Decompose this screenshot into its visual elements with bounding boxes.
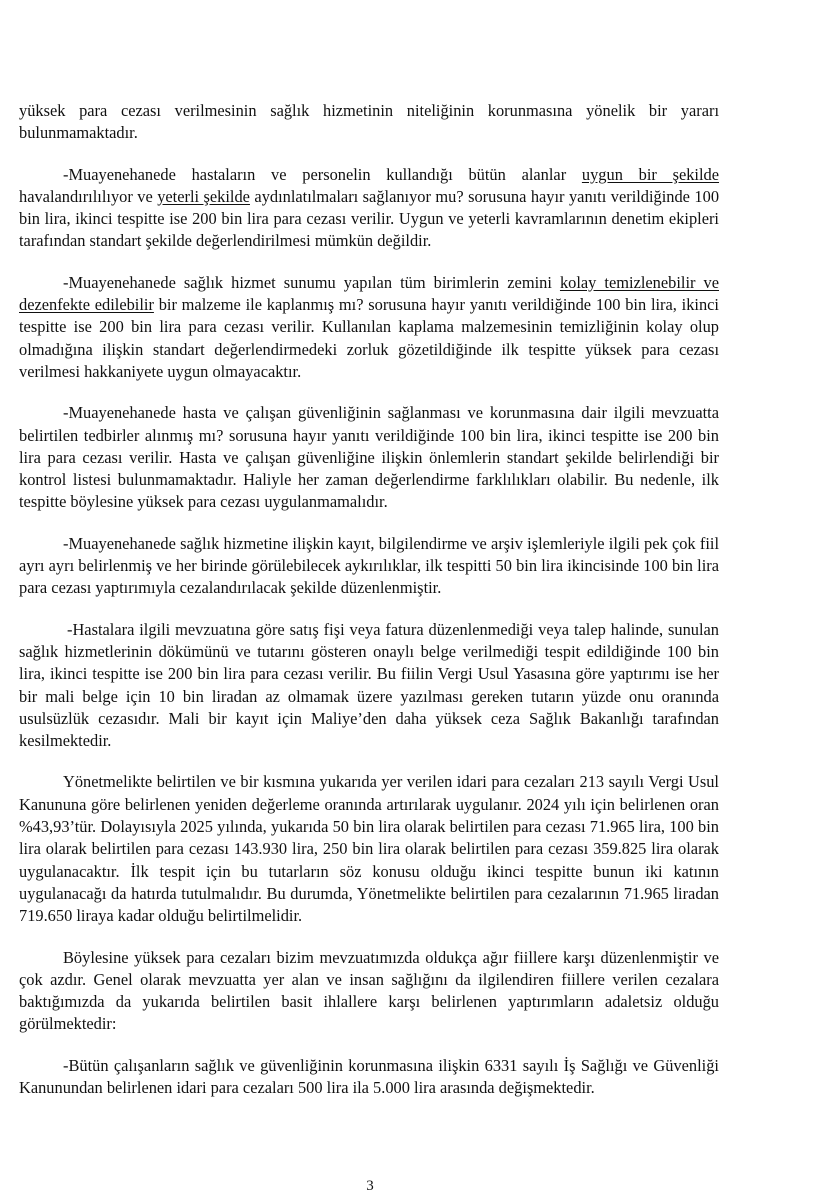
paragraph-5: [19, 533, 719, 600]
paragraph-4-text: -Muayenehanede hasta ve çalışan güvenliğinin sağlanması ve korunmasına dair ilgili mevzuatta belirtilen tedbirler alınmış mı? sorusuna hayır yanıtı verildiğinde 100 bin lira, ikinci tespitte ise 200 bin lira para cezası verilir. Hasta ve çalışan güvenliğine ilişkin önlemlerin standart şekilde belirlendiği bir kontrol listesi bulunmamaktadır. Haliyle her zaman değerlendirme farklılıkları olabilir. Bu nedenle, ilk tespitte böylesine yüksek para cezası uygulanmamalıdır.: [19, 403, 719, 512]
paragraph-3-text-b: bir malzeme ile kaplanmış mı? sorusuna hayır yanıtı verildiğinde 100 bin lira, ikinci tespitte ise 200 bin lira para cezası verilir. Kullanılan kaplama malzemesinin temizliğinin kolay olup olmadığına ilişkin standart değerlendirmedeki zorluk gözetildiğinde ilk tespitte yüksek para cezası verilmesi hakkaniyete uygun olmayacaktır.: [19, 295, 719, 381]
paragraph-1-text: yüksek para cezası verilmesinin sağlık hizmetinin niteliğinin korunmasına yönelik bir yararı bulunmamaktadır.: [19, 101, 719, 143]
paragraph-8: [19, 947, 719, 1036]
paragraph-2: [19, 164, 719, 253]
paragraph-3-underlined: kolay temizlenebilir ve dezenfekte edilebilir: [19, 272, 719, 315]
paragraph-7-text: Yönetmelikte belirtilen ve bir kısmına yukarıda yer verilen idari para cezaları 213 sayılı Vergi Usul Kanununa göre belirlenen yeniden değerleme oranında artırılarak uygulanır. 2024 yılı için belirlenen oran %43,93’tür. Dolayısıyla 2025 yılında, yukarıda 50 bin lira olarak belirtilen para cezası 71.965 lira, 100 bin lira olarak belirtilen para cezası 143.930 lira, 250 bin lira olarak belirtilen para cezası 359.825 lira olarak uygulanacaktır. İlk tespit için bu tutarların söz konusu olduğu ikinci tespitte bunun iki katının uygulanacağı da hatırda tutulmalıdır. Bu durumda, Yönetmelikte belirtilen para cezalarının 71.965 liradan 719.650 liraya kadar olduğu belirtilmelidir.: [19, 772, 719, 926]
document-body: [19, 100, 719, 1118]
paragraph-3-text-a: -Muayenehanede sağlık hizmet sunumu yapılan tüm birimlerin zemini: [63, 272, 560, 292]
paragraph-7: [19, 771, 719, 927]
paragraph-2-underlined-1: uygun bir şekilde: [581, 164, 720, 184]
paragraph-5-text: -Muayenehanede sağlık hizmetine ilişkin kayıt, bilgilendirme ve arşiv işlemleriyle ilgili pek çok fiil ayrı ayrı belirlenmiş ve her birinde görülebilecek aykırılıklar, ilk tespitti 50 bin lira ikincisinde 100 bin lira para cezası yaptırımıyla cezalandırılacak şekilde düzenlenmiştir.: [19, 533, 719, 598]
paragraph-4: [19, 402, 719, 513]
paragraph-2-text-c: aydınlatılmaları sağlanıyor mu? sorusuna hayır yanıtı verildiğinde 100 bin lira, ikinci tespitte ise 200 bin lira para cezası verilir. Uygun ve yeterli kavramlarının denetim ekipleri tarafından standart şekilde değerlendirilmesi mümkün değildir.: [19, 186, 720, 251]
paragraph-8-text: Böylesine yüksek para cezaları bizim mevzuatımızda oldukça ağır fiillere karşı düzenlenmiştir ve çok azdır. Genel olarak mevzuatta yer alan ve insan sağlığını da ilgilendiren fiillere verilen cezalara baktığımızda da yukarıda belirtilen basit ihlallere karşı belirlenen yaptırımların adaletsiz olduğu görülmektedir:: [19, 947, 719, 1034]
page-number: 3: [366, 1178, 374, 1194]
paragraph-9-text: -Bütün çalışanların sağlık ve güvenliğinin korunmasına ilişkin 6331 sayılı İş Sağlığı ve Güvenliği Kanunundan belirlenen idari para cezaları 500 lira ila 5.000 lira arasında değişmektedir.: [19, 1055, 719, 1097]
paragraph-1: [19, 100, 719, 145]
paragraph-6-text: -Hastalara ilgili mevzuatına göre satış fişi veya fatura düzenlenmediği veya talep halinde, sunulan sağlık hizmetlerinin dökümünü ve tutarını gösteren onaylı belge verilmediği tespit edildiğinde 100 bin lira, ikinci tespitte ise 200 bin lira para cezası verilir. Bu fiilin Vergi Usul Yasasına göre yaptırımı ise her bir mali belge için 10 bin liradan az olmamak üzere yazılması gereken tutarın yüzde onu oranında usulsüzlük cezasıdır. Mali bir kayıt için Maliye’den daha yüksek ceza Sağlık Bakanlığı tarafından kesilmektedir.: [19, 619, 719, 751]
paragraph-3: [19, 272, 719, 383]
paragraph-2-text-a: -Muayenehanede hastaların ve personelin kullandığı bütün alanlar: [63, 164, 582, 184]
paragraph-9: [19, 1055, 719, 1100]
paragraph-6: [19, 619, 719, 753]
paragraph-2-underlined-2: yeterli şekilde: [157, 186, 250, 206]
paragraph-2-text-b: havalandırılılıyor ve: [19, 186, 158, 206]
